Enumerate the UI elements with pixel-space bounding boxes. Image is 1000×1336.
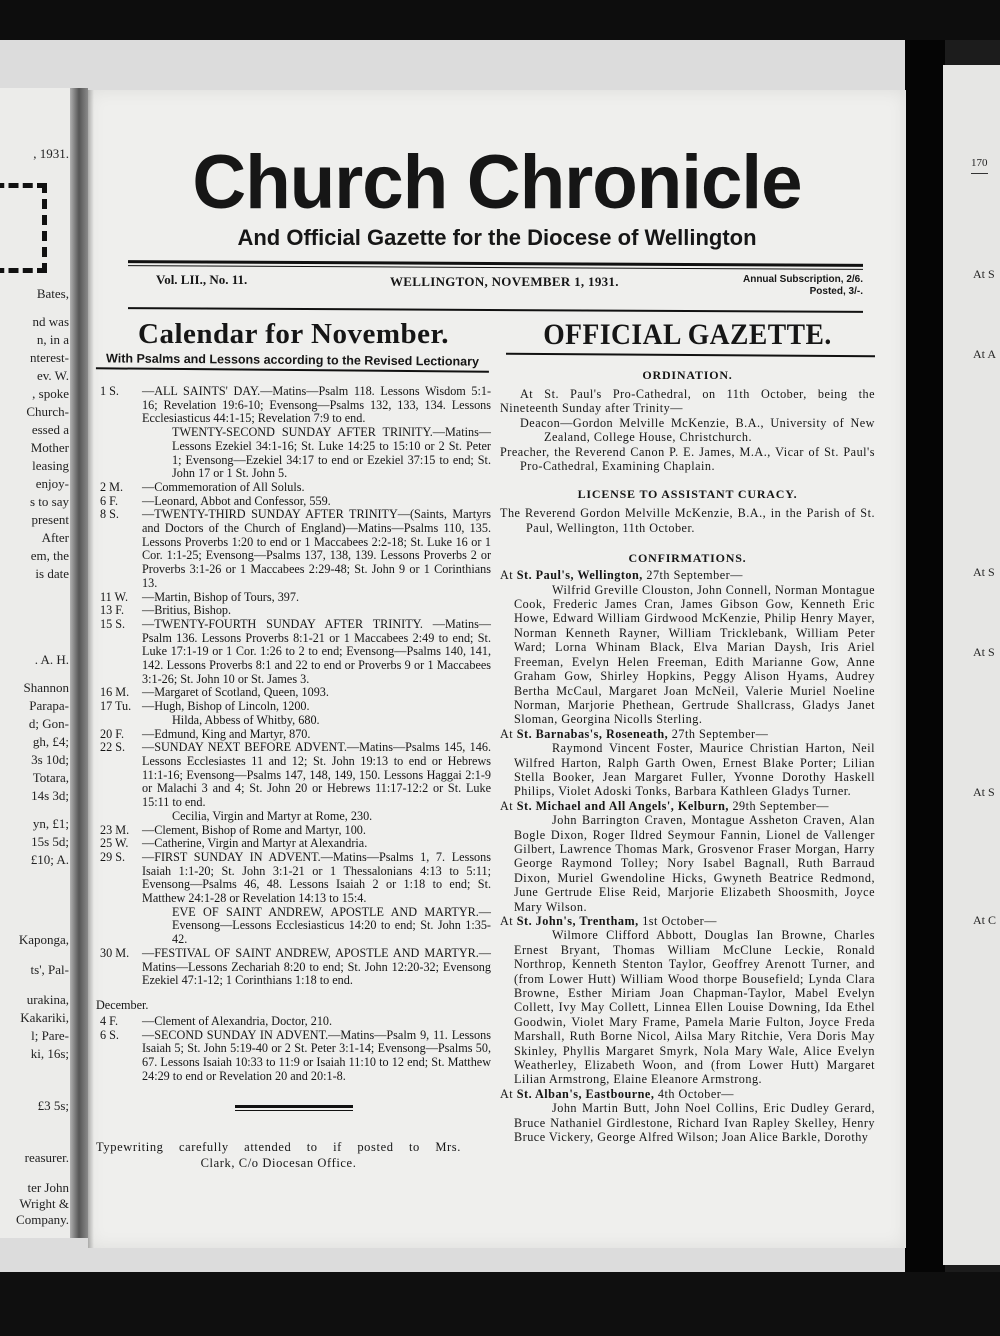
calendar-entry-text: —Martin, Bishop of Tours, 397.: [142, 589, 300, 604]
notice-line-2: Clark, C/o Diocesan Office.: [200, 1156, 357, 1171]
ordination-preacher: Preacher, the Reverend Canon P. E. James, M.A., Vicar of St. Paul's Pro-Cathedral, Examining Chaplain.: [500, 444, 875, 474]
calendar-entry: [96, 481, 491, 495]
calendar-entry: [96, 741, 491, 810]
confirmation-names: John Martin Butt, John Noel Collins, Eric Dudley Gerard, Bruce Nathaniel Girdlestone, Richard Ivan Rapley Skelley, Henry Bruce Vickery, George Alfred Wilson; Joan Alice Barkle, Dorothy: [514, 1101, 875, 1145]
calendar-entry: [96, 1015, 491, 1029]
section-divider: [235, 1105, 353, 1111]
issue-info-bar: [128, 272, 863, 312]
church-name: St. Paul's, Wellington,: [516, 568, 643, 583]
left-page-text-fragment: nterest-: [30, 350, 69, 365]
calendar-entry-text: —TWENTY-FOURTH SUNDAY AFTER TRINITY. —Matins—Psalm 136. Lessons Proverbs 8:1-21 or 1 Maccabees 2:49 to end; St. Luke 17:1-19 or 1 Cor. 1:26 to 2 to end; Evensong—Psalms 140, 141, 142. Lessons Proverbs 8:1 and 22 to end or Proverbs 9 or 1 Maccabees 3:1-26; St. John 10 or St. James 3.: [142, 616, 491, 686]
ordination-deacon: Deacon—Gordon Melville McKenzie, B.A., University of New Zealand, College House, Christchurch.: [520, 415, 875, 445]
calendar-entry: [96, 591, 491, 605]
subscription-price: [743, 274, 863, 298]
calendar-subtitle: With Psalms and Lessons according to the Revised Lectionary: [96, 351, 489, 372]
left-page-text-fragment: Shannon: [23, 680, 69, 695]
left-page-text-fragment: , spoke: [32, 386, 69, 401]
calendar-day: 15 S.: [100, 616, 126, 631]
calendar-entry: [96, 1029, 491, 1084]
calendar-day: 22 S.: [100, 740, 126, 755]
volume-number: Vol. LII., No. 11.: [156, 272, 248, 287]
calendar-day: 23 M.: [100, 822, 130, 837]
calendar-entry: [96, 837, 491, 851]
calendar-list: [96, 385, 491, 988]
publication-title: Church Chronicle: [192, 140, 802, 225]
calendar-entry-text: —SECOND SUNDAY IN ADVENT.—Matins—Psalm 9, 11. Lessons Isaiah 5; St. John 5:19-40 or 2 St. Peter 3:1-14; Evensong—Psalms 50, 67. Lessons Isaiah 10:33 to 11:9 or Isaiah 11:10 to 12 end; St. Matthew 24:29 to end or Revelation 20 and 20:1-8.: [142, 1027, 491, 1083]
scanner-background-top: [0, 0, 1000, 40]
left-page-text-fragment: essed a: [31, 422, 69, 437]
calendar-day: 25 W.: [100, 836, 129, 851]
scanner-background-bottom: [0, 1272, 1000, 1336]
calendar-day: 20 F.: [100, 726, 125, 741]
license-text: The Reverend Gordon Melville McKenzie, B.A., in the Parish of St. Paul, Wellington, 11th October.: [500, 506, 875, 535]
calendar-entry: [96, 824, 491, 838]
calendar-entry-text: —FESTIVAL OF SAINT ANDREW, APOSTLE AND MARTYR.—Matins—Lessons Zechariah 8:20 to end; St. John 12:20-32; Evensong Ezekiel 47:1-12; 1 Corinthians 1:18 to end.: [142, 945, 491, 988]
decorative-border-box: [0, 183, 47, 273]
calendar-entry-text: —Commemoration of All Soluls.: [142, 479, 305, 494]
confirmation-place-line: [500, 727, 875, 741]
calendar-day: 4 F.: [100, 1013, 118, 1028]
confirmation-names: Wilmore Clifford Abbott, Douglas Ian Browne, Charles Ernest Bryant, Thomas William McClune Leckie, Ronald Northrop, Kenneth Stenton Taylor, Geoffrey Arenott Turner, and (from Lower Hutt) William Wood thorpe Bousefield; Lynda Clara Browne, Esther Miriam Joan Chapman-Taylor, Mabel Evelyn Collett, Ivy May Collett, Linnea Ellen Louise Downing, Ida Ethel Goodwin, Violet Mary Frame, Pamela Marie Fulton, Joyce Freda Marshall, Ruth Borne Nicol, Ailsa Mary Ritchie, Vera Doris May Skinley, Phyllis Margaret Smyrk, Nola Mary Wale, Alice Evelyn Weatherley, Elizabeth Woon, and (from Lower Hutt) Margaret Lilian Armstrong, Elaine Eleanore Armstrong.: [514, 928, 875, 1087]
calendar-entry: [96, 686, 491, 700]
right-page-text-fragment: At S: [973, 267, 995, 281]
calendar-entry: [96, 947, 491, 988]
ordination-heading: ORDINATION.: [642, 368, 733, 382]
calendar-entry-extra: TWENTY-SECOND SUNDAY AFTER TRINITY.—Matins—Lessons Ezekiel 34:1-16; St. Luke 14:25 to 15:10 or 2 St. Peter 1; Evensong—Ezekiel 34:17 to end or Ezekiel 37:15 to end; St. John 17 or 1 St. John 5.: [172, 425, 491, 481]
dateline: WELLINGTON, NOVEMBER 1, 1931.: [390, 274, 619, 289]
calendar-entry-text: —Britius, Bishop.: [142, 603, 232, 618]
newspaper-page: [88, 90, 906, 1248]
calendar-entry-text: —Catherine, Virgin and Martyr at Alexandria.: [142, 836, 368, 851]
left-page-text-fragment: nd was: [32, 314, 69, 329]
confirmation-place-line: [500, 1087, 875, 1101]
left-page-text-fragment: Kaponga,: [18, 932, 69, 947]
left-page-text-fragment: After: [41, 530, 69, 545]
left-page-text-fragment: urakina,: [26, 992, 69, 1007]
left-page-text-fragment: s to say: [30, 494, 69, 509]
right-page-text-fragment: At S: [973, 785, 995, 799]
book-gutter-left: [70, 88, 88, 1238]
calendar-day: 17 Tu.: [100, 699, 132, 714]
left-page-text-fragment: d; Gon-: [28, 716, 69, 731]
left-page-text-fragment: reasurer.: [24, 1150, 69, 1165]
calendar-entry-text: —Margaret of Scotland, Queen, 1093.: [142, 685, 329, 700]
calendar-entry-text: —Leonard, Abbot and Confessor, 559.: [142, 493, 331, 508]
calendar-entry-text: —Edmund, King and Martyr, 870.: [142, 726, 311, 741]
left-page-text-fragment: Company.: [16, 1212, 69, 1227]
calendar-entry: [96, 495, 491, 509]
calendar-entry: [96, 618, 491, 687]
left-page-text-fragment: 14s 3d;: [31, 788, 69, 803]
confirmation-date: 4th October—: [654, 1086, 734, 1101]
place-prefix: At: [500, 1086, 517, 1101]
calendar-day: 2 M.: [100, 479, 124, 494]
confirmations-section: [500, 568, 875, 1144]
calendar-entry-text: —Clement of Alexandria, Doctor, 210.: [142, 1013, 333, 1028]
church-name: St. Michael and All Angels', Kelburn,: [516, 798, 729, 813]
calendar-entry-text: —FIRST SUNDAY IN ADVENT.—Matins—Psalms 1, 7. Lessons Isaiah 1:1-20; St. John 3:1-21 or 1 Thessalonians 4:13 to 5:11; Evensong—Psalms 46, 48. Lessons Isaiah 2 or 1:18 to end; St. Matthew 24:1-28 or Revelation 14:13 to 15:4.: [142, 849, 491, 906]
left-page-text-fragment: Kakariki,: [20, 1010, 69, 1025]
confirmation-date: 29th September—: [728, 798, 829, 813]
calendar-day: 8 S.: [100, 507, 119, 522]
calendar-entry: [96, 700, 491, 714]
left-page-text-fragment: present: [31, 512, 69, 527]
left-page-text-fragment: ki, 16s;: [30, 1046, 69, 1061]
left-page-text-fragment: ter John: [27, 1180, 69, 1195]
left-page-text-fragment: Church-: [26, 404, 69, 419]
calendar-entry-text: —SUNDAY NEXT BEFORE ADVENT.—Matins—Psalms 145, 146. Lessons Ecclesiastes 11 and 12; St. John 19:13 to end or Hebrews 11:1-16; Evensong—Psalms 147, 148, 149, 150. Lessons Haggai 2:1-9 or Malachi 3 and 4; St. John 20 or Hebrews 11:17-12:2 or St. Luke 15:11 to end.: [142, 740, 491, 810]
left-page-text-fragment: l; Pare-: [31, 1028, 69, 1043]
right-facing-page: [943, 65, 1000, 1265]
calendar-day: 13 F.: [100, 603, 125, 618]
confirmation-date: 27th September—: [668, 726, 769, 741]
calendar-title: Calendar for November.: [138, 318, 449, 350]
calendar-day: 6 S.: [100, 1027, 119, 1042]
notice-line-1: Typewriting carefully attended to if posted to Mrs.: [96, 1140, 461, 1155]
left-page-text-fragment: enjoy-: [35, 476, 69, 491]
confirmations-heading: CONFIRMATIONS.: [628, 551, 747, 566]
subscription-annual: Annual Subscription, 2/6.: [742, 274, 863, 285]
calendar-day: 6 F.: [100, 493, 118, 508]
calendar-entry: [96, 385, 491, 426]
church-name: St. Barnabas's, Roseneath,: [516, 726, 669, 741]
ordination-intro: At St. Paul's Pro-Cathedral, on 11th October, being the Nineteenth Sunday after Trinity—: [500, 387, 875, 416]
right-page-text-fragment: At S: [973, 645, 995, 659]
left-page-text-fragment: leasing: [32, 458, 69, 473]
left-page-text-fragment: yn, £1;: [32, 816, 69, 831]
left-page-text-fragment: £10; A.: [30, 852, 69, 867]
place-prefix: At: [500, 568, 517, 583]
calendar-day: 29 S.: [100, 849, 126, 864]
license-heading: LICENSE TO ASSISTANT CURACY.: [577, 487, 798, 502]
left-page-text-fragment: is date: [35, 566, 69, 581]
confirmation-place-line: [500, 799, 875, 813]
calendar-entry-extra: Hilda, Abbess of Whitby, 680.: [172, 712, 320, 727]
calendar-entry-text: —Hugh, Bishop of Lincoln, 1200.: [142, 699, 310, 714]
gazette-title: OFFICIAL GAZETTE.: [543, 318, 832, 351]
calendar-entry-text: —TWENTY-THIRD SUNDAY AFTER TRINITY—(Saints, Martyrs and Doctors of the Church of England)—Matins—Psalms 110, 135. Lessons Proverbs 1:20 to end or 1 Maccabees 2:2-18; St. Luke 16 or 1 Cor. 1:1-25; Evensong—Psalms 137, 138, 139. Lessons Proverbs 2 or Proverbs 3:1-26 or 1 Maccabees 2:29-48; St. John 9 or 1 Corinthians 13.: [142, 507, 491, 590]
left-page-text-fragment: 15s 5d;: [31, 834, 69, 849]
gazette-rule: [506, 353, 875, 358]
typewriting-notice: [96, 1139, 491, 1171]
calendar-entry: [96, 851, 491, 906]
right-page-text-fragment: At S: [973, 565, 995, 579]
left-page-text-fragment: Bates,: [36, 286, 69, 301]
place-prefix: At: [500, 726, 517, 741]
december-list: [96, 1015, 491, 1084]
confirmation-names: Wilfrid Greville Clouston, John Connell, Norman Montague Cook, Frederic James Cran, James Gibson Gow, Kenneth Eric Howe, Edward William Girdwood McKenzie, Philip Henry Mayer, Norman Kenneth Rayner, William Tricklebank, William Peter Ward; Lorna Whinam Black, Elva Marian Daysh, Iris Ariel Freeman, Evelyn Helen Freeman, Edith Marianne Gow, Anne Graham Gow, Shirley Hopkins, Peggy Alison Hyams, Audrey Bertha McCaul, Margaret Joan McNeil, Valerie Muriel Noeline Norman, Marjorie Phethean, Gertrude Shallcrass, Gladys Janet Sloman, Georgina Nicolls Sterling.: [514, 582, 875, 727]
calendar-entry: [96, 508, 491, 590]
left-page-text-fragment: , 1931.: [33, 146, 69, 161]
church-name: St. John's, Trentham,: [516, 914, 639, 928]
left-page-text-fragment: Mother: [30, 440, 69, 455]
page-edge-shadow: [88, 90, 94, 1248]
confirmation-place-line: [500, 914, 875, 928]
confirmation-date: 1st October—: [638, 914, 717, 928]
left-page-text-fragment: £3 5s;: [37, 1098, 69, 1113]
calendar-day: 11 W.: [100, 589, 128, 604]
right-page-text-fragment: At C: [973, 913, 997, 927]
left-page-text-fragment: Totara,: [32, 770, 69, 785]
calendar-entry: [96, 604, 491, 618]
page-number: 170: [971, 157, 988, 174]
calendar-day: 30 M.: [100, 945, 130, 960]
calendar-entry-extra: EVE OF SAINT ANDREW, APOSTLE AND MARTYR.—Evensong—Lessons Ecclesiasticus 14:20 to end; St. John 1:35-42.: [172, 904, 491, 947]
december-heading: December.: [96, 997, 149, 1012]
confirmation-place-line: [500, 568, 875, 582]
left-page-text-fragment: ts', Pal-: [30, 962, 69, 977]
calendar-day: 16 M.: [100, 685, 130, 700]
left-page-text-fragment: em, the: [30, 548, 69, 563]
place-prefix: At: [500, 914, 517, 928]
confirmation-names: Raymond Vincent Foster, Maurice Christian Harton, Neil Wilfred Harton, Ralph Garth Owen, Ernest Blake Porter; Lilian Stella Booker, Jean Margaret Fuller, Yvonne Dorothy Haskell Philips, Violet Adoski Tonks, Barbara Kathleen Gladys Turner.: [514, 741, 875, 799]
left-facing-page: [0, 88, 75, 1238]
masthead-rule: [128, 260, 863, 270]
confirmation-date: 27th September—: [642, 568, 743, 583]
book-gutter-right: [905, 40, 945, 1275]
calendar-column: [96, 318, 491, 1171]
calendar-entry: [96, 728, 491, 742]
calendar-day: 1 S.: [100, 384, 119, 398]
ordination-section: [500, 387, 875, 473]
right-page-text-fragment: At A: [973, 347, 997, 361]
masthead: [88, 140, 906, 251]
left-page-text-fragment: n, in a: [36, 332, 69, 347]
left-page-text-fragment: gh, £4;: [32, 734, 69, 749]
left-page-text-fragment: . A. H.: [34, 652, 69, 667]
calendar-entry-extra: Cecilia, Virgin and Martyr at Rome, 230.: [172, 808, 373, 823]
confirmation-names: John Barrington Craven, Montague Assheton Craven, Alan Bogle Dixon, Roger Ildred Seymour Fannin, Lionel de Vallenger Gilbert, Lawrence Thomas Mark, Grosvenor Fraser Morgan, Harry George Raymond Tolley; Nory Isabel Bagnall, Ruth Barraud Dixon, Muriel Gwendoline Hicks, Gwyneth Beatrice Redmond, June Gertrude Elise Reid, Marjorie Elizabeth Shoosmith, Joyce Mary Wilson.: [514, 813, 875, 914]
subscription-posted: Posted, 3/-.: [809, 286, 863, 297]
left-page-text-fragment: 3s 10d;: [31, 752, 69, 767]
license-section: [500, 506, 875, 535]
left-page-text-fragment: ev. W.: [36, 368, 69, 383]
calendar-entry-text: —ALL SAINTS' DAY.—Matins—Psalm 118. Lessons Wisdom 5:1-16; Revelation 19:6-10; Evensong—Psalms 132, 133, 134. Lessons Ecclesiasticus 44:1-15; Revelation 7:9 to end.: [142, 384, 491, 426]
gazette-column: [500, 318, 875, 1145]
calendar-entry-text: —Clement, Bishop of Rome and Martyr, 100.: [142, 822, 366, 837]
publication-subtitle: And Official Gazette for the Diocese of Wellington: [237, 225, 757, 250]
church-name: St. Alban's, Eastbourne,: [516, 1086, 655, 1101]
place-prefix: At: [500, 798, 517, 813]
left-page-text-fragment: Wright &: [19, 1196, 69, 1211]
left-page-text-fragment: Parapa-: [29, 698, 69, 713]
